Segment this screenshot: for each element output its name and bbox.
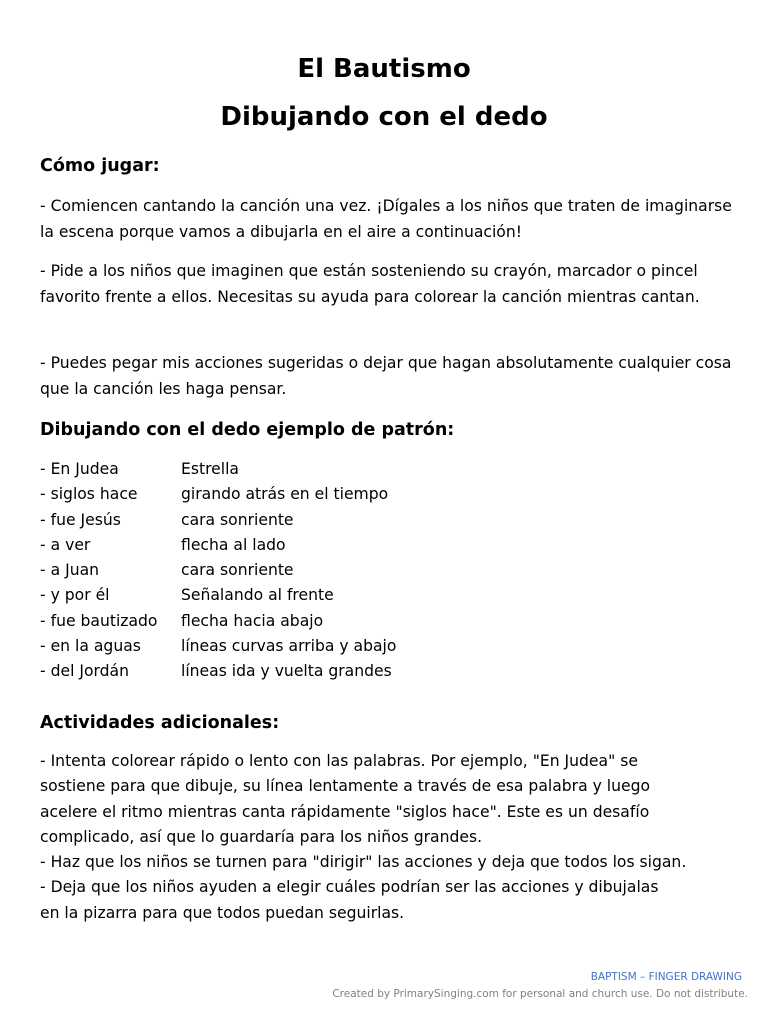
pattern-action: flecha hacia abajo	[181, 611, 324, 630]
text-line: acelere el ritmo mientras canta rápidamente "siglos hace". Este es un desafío	[40, 802, 650, 821]
pattern-action: flecha al lado	[181, 535, 286, 554]
text-line: - Deja que los niños ayuden a elegir cuáles podrían ser las acciones y dibujalas	[40, 878, 659, 897]
pattern-action: cara sonriente	[181, 561, 294, 580]
pattern-row	[40, 533, 396, 558]
pattern-row	[40, 508, 396, 533]
pattern-action: Señalando al frente	[181, 586, 334, 605]
pattern-lyric: - a Juan	[40, 561, 100, 580]
instruction-paragraph: - Puedes pegar mis acciones sugeridas o dejar que hagan absolutamente cualquier cosa que la canción les haga pensar.	[40, 354, 732, 398]
pattern-action: cara sonriente	[181, 510, 294, 529]
footer-credit: Created by PrimarySinging.com for personal and church use. Do not distribute.	[332, 988, 748, 1000]
pattern-lyric: - y por él	[40, 586, 110, 605]
pattern-row	[40, 583, 396, 608]
instruction-paragraph: - Comiencen cantando la canción una vez. ¡Dígales a los niños que traten de imaginarse la escena porque vamos a dibujarla en el aire a continuación!	[40, 197, 732, 241]
additional-activities-heading: Actividades adicionales:	[40, 713, 280, 733]
pattern-row	[40, 457, 396, 482]
document-subtitle: Dibujando con el dedo	[220, 102, 548, 132]
pattern-row	[40, 609, 396, 634]
pattern-action: Estrella	[181, 460, 239, 478]
text-line: en la pizarra para que todos puedan seguirlas.	[40, 903, 405, 922]
how-to-play-heading: Cómo jugar:	[40, 156, 160, 176]
pattern-action: líneas ida y vuelta grandes	[181, 662, 392, 681]
text-line: sostiene para que dibuje, su línea lentamente a través de esa palabra y luego	[40, 777, 651, 796]
pattern-lyric: - del Jordán	[40, 662, 129, 681]
pattern-row	[40, 634, 396, 659]
pattern-action: girando atrás en el tiempo	[181, 485, 389, 504]
pattern-heading: Dibujando con el dedo ejemplo de patrón:	[40, 420, 455, 440]
pattern-row	[40, 558, 396, 583]
document-title: El Bautismo	[297, 54, 471, 84]
pattern-lyric: - siglos hace	[40, 485, 138, 504]
text-line: - Haz que los niños se turnen para "dirigir" las acciones y deja que todos los sigan.	[40, 853, 687, 872]
pattern-action: líneas curvas arriba y abajo	[181, 637, 397, 656]
instruction-paragraph: - Pide a los niños que imaginen que están sosteniendo su crayón, marcador o pincel favorito frente a ellos. Necesitas su ayuda para colorear la canción mientras cantan.	[40, 262, 700, 306]
pattern-list	[40, 457, 396, 685]
pattern-lyric: - fue bautizado	[40, 611, 158, 630]
pattern-lyric: - fue Jesús	[40, 510, 121, 529]
footer-tag: BAPTISM – FINGER DRAWING	[590, 971, 742, 983]
pattern-row	[40, 659, 396, 684]
text-line: complicado, así que lo guardaría para los niños grandes.	[40, 827, 483, 846]
pattern-lyric: - a ver	[40, 535, 91, 554]
additional-activities-text	[40, 749, 745, 926]
pattern-lyric: - en la aguas	[40, 637, 141, 656]
pattern-row	[40, 482, 396, 507]
text-line: - Intenta colorear rápido o lento con las palabras. Por ejemplo, "En Judea" se	[40, 752, 638, 770]
pattern-lyric: - En Judea	[40, 460, 119, 478]
